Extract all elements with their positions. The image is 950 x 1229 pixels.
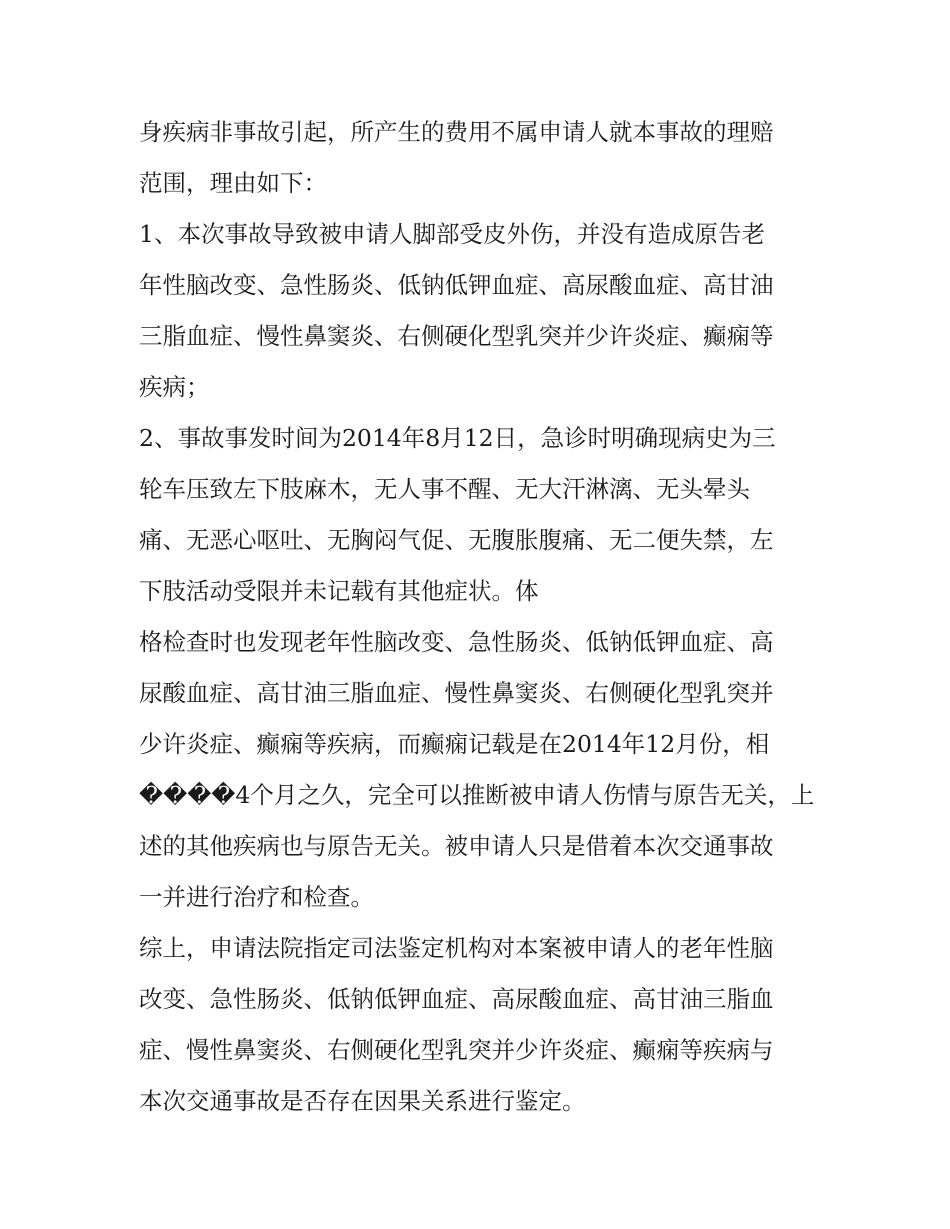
text-line: 2、事故事发时间为2014年8月12日，急诊时明确现病史为三 [139, 424, 776, 452]
text-line: 身疾病非事故引起，所产生的费用不属申请人就本事故的理赔 [139, 118, 774, 146]
text-line: ����4个月之久，完全可以推断被申请人伤情与原告无关，上 [139, 781, 815, 809]
text-line: 述的其他疾病也与原告无关。被申请人只是借着本次交通事故 [139, 832, 774, 860]
text-line: 痛、无恶心呕吐、无胸闷气促、无腹胀腹痛、无二便失禁，左 [139, 526, 774, 554]
document-body [139, 107, 819, 1127]
text-line: 改变、急性肠炎、低钠低钾血症、高尿酸血症、高甘油三脂血 [139, 985, 774, 1013]
text-line: 症、慢性鼻窦炎、右侧硬化型乳突并少许炎症、癫痫等疾病与 [139, 1036, 774, 1064]
text-line: 一并进行治疗和检查。 [139, 883, 374, 911]
text-line: 综上，申请法院指定司法鉴定机构对本案被申请人的老年性脑 [139, 934, 774, 962]
text-line: 范围，理由如下： [139, 169, 327, 197]
text-line: 三脂血症、慢性鼻窦炎、右侧硬化型乳突并少许炎症、癫痫等 [139, 322, 774, 350]
text-line: 少许炎症、癫痫等疾病，而癫痫记载是在2014年12月份，相 [139, 730, 770, 758]
text-line: 尿酸血症、高甘油三脂血症、慢性鼻窦炎、右侧硬化型乳突并 [139, 679, 774, 707]
text-line: 下肢活动受限并未记载有其他症状。体 [139, 577, 539, 605]
text-line: 年性脑改变、急性肠炎、低钠低钾血症、高尿酸血症、高甘油 [139, 271, 774, 299]
text-line: 疾病； [139, 373, 210, 401]
text-line: 轮车压致左下肢麻木，无人事不醒、无大汗淋漓、无头晕头 [139, 475, 750, 503]
text-line: 1、本次事故导致被申请人脚部受皮外伤，并没有造成原告老 [139, 220, 765, 248]
text-line: 本次交通事故是否存在因果关系进行鉴定。 [139, 1087, 586, 1115]
text-line: 格检查时也发现老年性脑改变、急性肠炎、低钠低钾血症、高 [139, 628, 774, 656]
